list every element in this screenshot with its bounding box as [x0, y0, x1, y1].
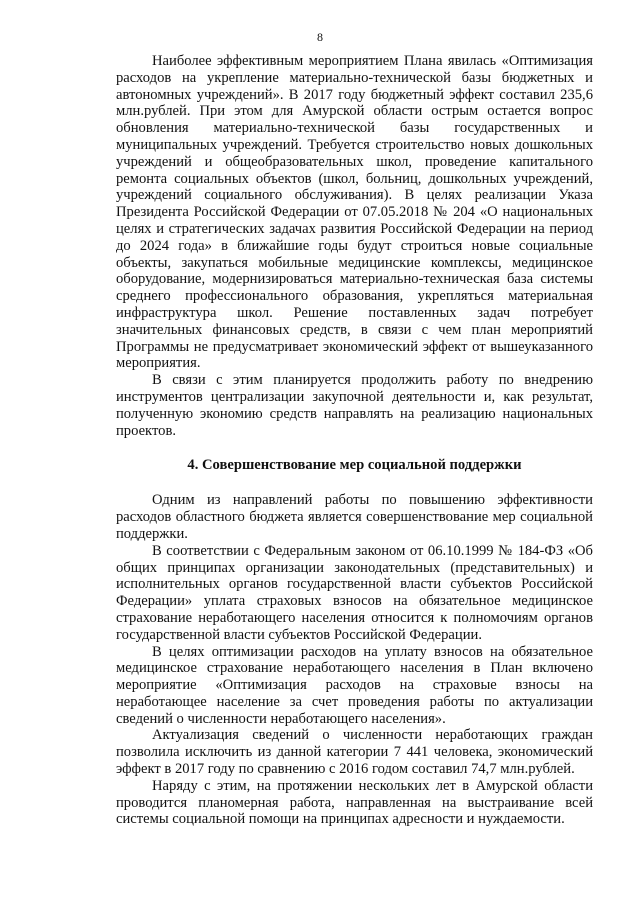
paragraph: В соответствии с Федеральным законом от 06.10.1999 № 184-ФЗ «Об общих принципах организации законодательных (представительных) и исполнительных органов государственной власти субъектов Российской Федерации» уплата страховых взносов на обязательное медицинское страхование неработающего населения относится к полномочиям органов государственной власти субъектов Российской Федерации. [116, 542, 593, 643]
paragraph: Одним из направлений работы по повышению эффективности расходов областного бюджета является совершенствование мер социальной поддержки. [116, 492, 593, 542]
paragraph: Актуализация сведений о численности неработающих граждан позволила исключить из данной категории 7 441 человека, экономический эффект в 2017 году по сравнению с 2016 годом составил 74,7 млн.рублей. [116, 727, 593, 778]
paragraph: В целях оптимизации расходов на уплату взносов на обязательное медицинское страхование неработающего населения в План включено мероприятие «Оптимизация расходов на страховые взносы на неработающее население за счет проведения работы по актуализации сведений о численности неработающего населения». [116, 643, 593, 727]
page-number: 8 [317, 30, 323, 44]
paragraph: Наряду с этим, на протяжении нескольких лет в Амурской области проводится планомерная работа, направленная на выстраивание всей системы социальной помощи на принципах адресности и нуждаемости. [116, 777, 593, 828]
paragraph: В связи с этим планируется продолжить работу по внедрению инструментов централизации закупочной деятельности и, как результат, полученную экономию средств направлять на реализацию национальных проектов. [116, 372, 593, 439]
document-body [116, 53, 593, 828]
section-heading: 4. Совершенствование мер социальной поддержки [187, 457, 522, 474]
paragraph: Наиболее эффективным мероприятием Плана явилась «Оптимизация расходов на укрепление материально-технической базы бюджетных и автономных учреждений». В 2017 году бюджетный эффект составил 235,6 млн.рублей. При этом для Амурской области острым остается вопрос обновления материально-технической базы государственных и муниципальных учреждений. Требуется строительство новых дошкольных учреждений и общеобразовательных школ, проведение капитального ремонта социальных объектов (школ, больниц, дошкольных учреждений, учреждений социального обслуживания). В целях реализации Указа Президента Российской Федерации от 07.05.2018 № 204 «О национальных целях и стратегических задачах развития Российской Федерации на период до 2024 года» в ближайшие годы будут строиться новые социальные объекты, закупаться мобильные медицинские комплексы, медицинское оборудование, модернизироваться материально-техническая база системы среднего профессионального образования, укрепляться материальная инфраструктура школ. Решение поставленных задач потребует значительных финансовых средств, в связи с чем план мероприятий Программы не предусматривает экономический эффект от вышеуказанного мероприятия. [116, 53, 593, 372]
